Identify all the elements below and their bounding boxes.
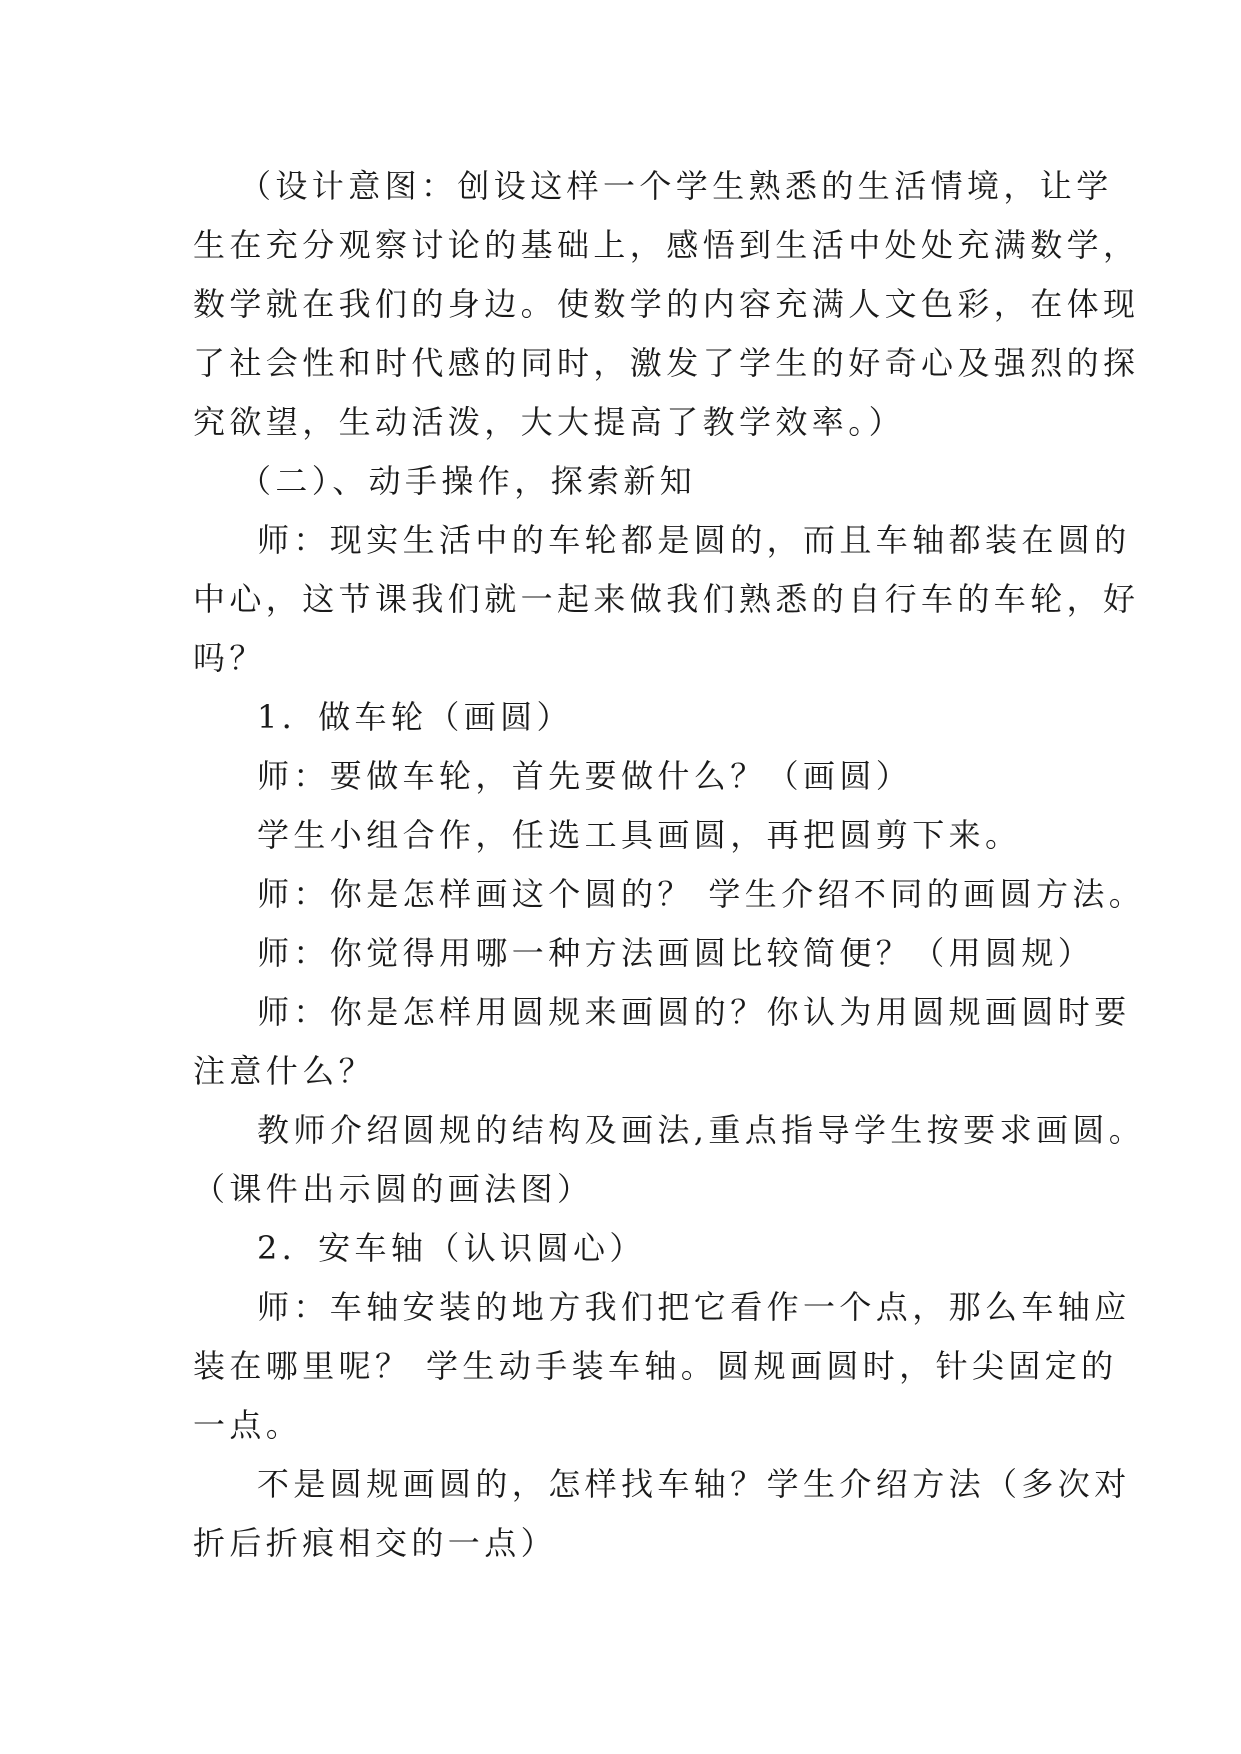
paragraph-axle-line-3: 一点。 [193,1406,303,1444]
paragraph-axle-line-1: 师：车轴安装的地方我们把它看作一个点，那么车轴应 [257,1288,1131,1326]
paragraph-teacher-intro-line-3: 吗？ [193,639,266,677]
paragraph-student-group-work: 学生小组合作，任选工具画圆，再把圆剪下来。 [257,816,1022,854]
paragraph-teacher-question-3: 师：你觉得用哪一种方法画圆比较简便？（用圆规） [257,934,1095,972]
paragraph-teacher-question-4-line-2: 注意什么？ [193,1052,376,1090]
paragraph-teacher-compass-line-2: （课件出示圆的画法图） [193,1170,594,1208]
paragraph-teacher-question-2: 师：你是怎样画这个圆的？ 学生介绍不同的画圆方法。 [257,875,1146,913]
paragraph-axle-line-2: 装在哪里呢？ 学生动手装车轴。圆规画圆时，针尖固定的 [193,1347,1118,1385]
paragraph-find-axle-line-1: 不是圆规画圆的，怎样找车轴？学生介绍方法（多次对 [257,1465,1131,1503]
paragraph-teacher-intro-line-1: 师：现实生活中的车轮都是圆的，而且车轴都装在圆的 [257,521,1131,559]
step-heading-2: 2．安车轴（认识圆心） [257,1229,646,1267]
paragraph-find-axle-line-2: 折后折痕相交的一点） [193,1524,558,1562]
paragraph-design-intent-line-2: 生在充分观察讨论的基础上，感悟到生活中处处充满数学， [193,226,1140,264]
paragraph-design-intent-line-4: 了社会性和时代感的同时，激发了学生的好奇心及强烈的探 [193,344,1140,382]
paragraph-teacher-compass-line-1: 教师介绍圆规的结构及画法,重点指导学生按要求画圆。 [257,1111,1146,1149]
document-body [193,157,1146,1573]
section-heading-2: （二）、动手操作，探索新知 [239,462,697,500]
paragraph-teacher-question-4-line-1: 师：你是怎样用圆规来画圆的？你认为用圆规画圆时要 [257,993,1131,1031]
paragraph-teacher-question-1: 师：要做车轮，首先要做什么？（画圆） [257,757,913,795]
paragraph-design-intent-line-5: 究欲望，生动活泼，大大提高了教学效率。） [193,403,906,441]
paragraph-design-intent-line-1: （设计意图：创设这样一个学生熟悉的生活情境，让学 [239,167,1113,205]
paragraph-teacher-intro-line-2: 中心，这节课我们就一起来做我们熟悉的自行车的车轮，好 [193,580,1140,618]
step-heading-1: 1．做车轮（画圆） [257,698,573,736]
paragraph-design-intent-line-3: 数学就在我们的身边。使数学的内容充满人文色彩，在体现 [193,285,1140,323]
